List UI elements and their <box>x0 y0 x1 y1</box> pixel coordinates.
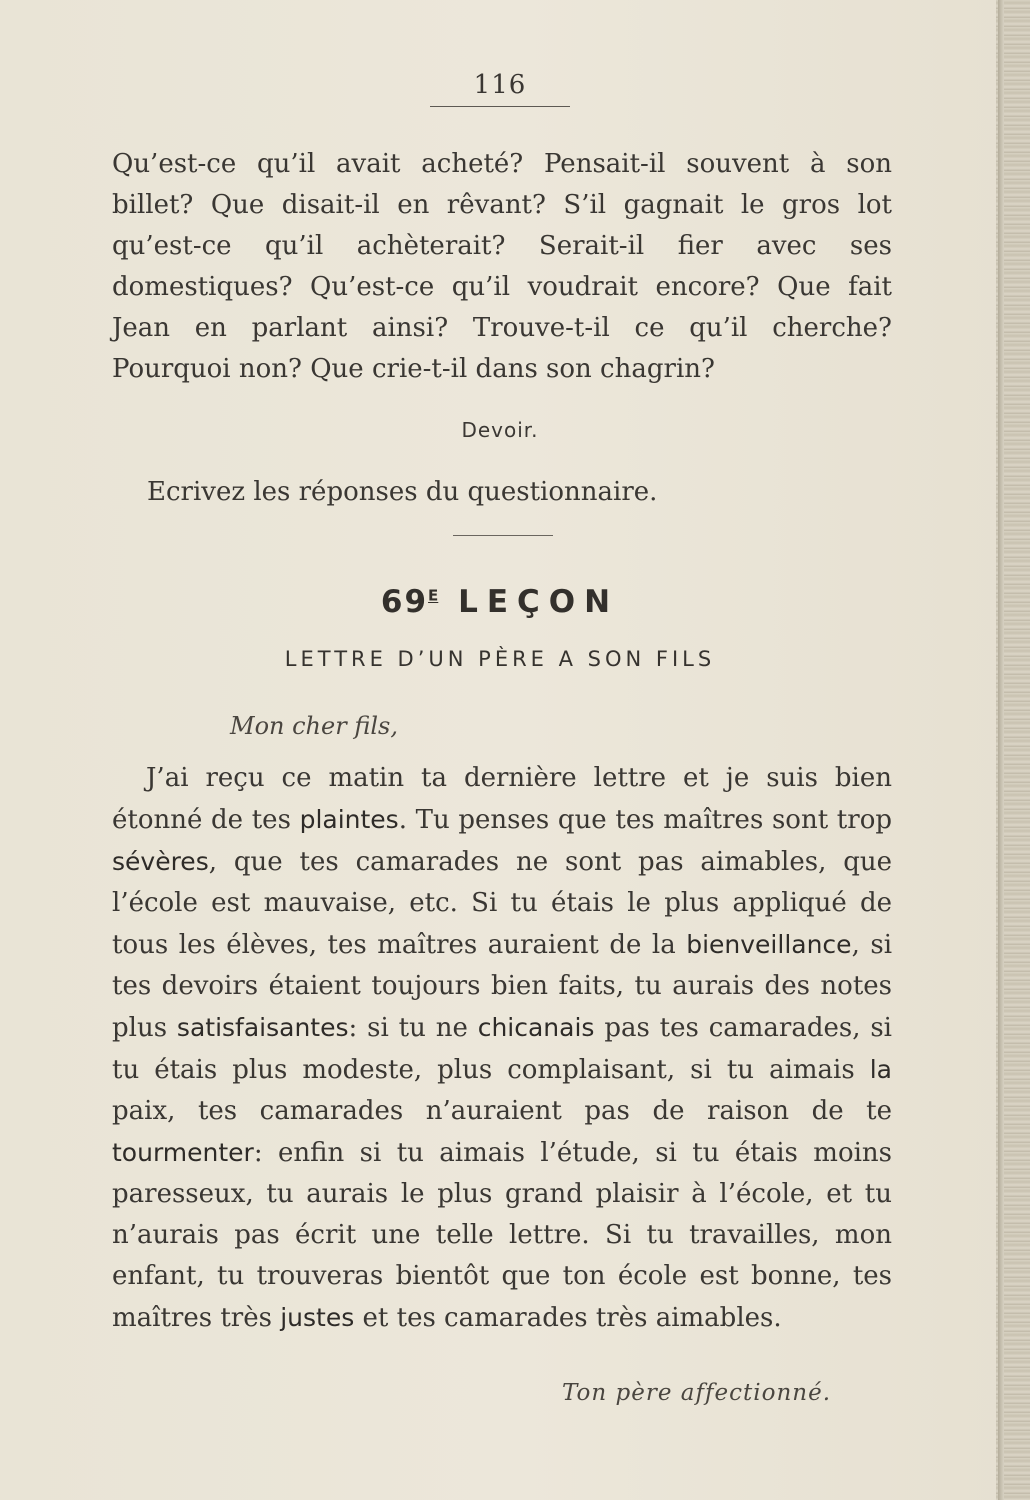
header-rule <box>430 106 570 107</box>
letter-text: , si tes devoirs étaient toujours bien faits, tu aurais des notes plus <box>112 930 893 1043</box>
letter-signature: Ton père affectionné. <box>562 1380 832 1406</box>
page-edge-shadow <box>998 0 1004 1500</box>
letter-body <box>112 758 892 1339</box>
letter-text: : si tu ne <box>348 1013 478 1043</box>
letter-salutation: Mon cher fils, <box>230 712 398 740</box>
questionnaire-text: Qu’est-ce qu’il avait acheté? Pensait-il souvent à son billet? Que disait-il en rêvant? S’il gagnait le gros lot qu’est-ce qu’il achèterait? Serait-il fier avec ses domestiques? Qu’est-ce qu’il voudrait encore? Que fait Jean en parlant ainsi? Trouve-t-il ce qu’il cherche? Pourquoi non? Que crie-t-il dans son chagrin? <box>112 149 892 384</box>
lesson-number-suffix: E <box>428 586 439 605</box>
lesson-number: 69 <box>380 584 429 620</box>
emphasized-word: chicanais <box>477 1013 595 1042</box>
lesson-subtitle: LETTRE D’UN PÈRE A SON FILS <box>284 647 716 671</box>
letter-text: : enfin si tu aimais l’étude, si tu étais moins paresseux, tu aurais le plus grand plaisir à l’école, et tu n’aurais pas écrit une telle lettre. Si tu travailles, mon enfant, tu trouveras bientôt que ton école est bonne, tes maîtres très <box>112 1138 892 1333</box>
lesson-word: LEÇON <box>458 584 620 620</box>
emphasized-word: sévères <box>112 847 209 876</box>
page-number: 116 <box>473 70 527 100</box>
letter-text: pas tes camarades, si tu étais plus modeste, plus complaisant, si tu aimais <box>112 1013 893 1085</box>
letter-text: , que tes camarades ne sont pas aimables, que l’école est mauvaise, etc. Si tu étais le plus appliqué de tous les élèves, tes maîtres auraient de la <box>112 847 892 960</box>
letter-text: . Tu penses que tes maîtres sont trop <box>398 805 892 835</box>
section-divider <box>453 535 553 536</box>
emphasized-word: justes <box>280 1303 355 1332</box>
emphasized-word: bienveillance <box>686 930 852 959</box>
emphasized-word: satisfaisantes <box>176 1013 349 1042</box>
letter-text: paix, tes camarades n’auraient pas de raison de te <box>112 1096 892 1126</box>
emphasized-word: plaintes <box>299 805 399 834</box>
letter-text: J’ai reçu ce matin ta dernière lettre et je suis bien étonné de tes <box>112 763 892 835</box>
lesson-title <box>0 584 1000 620</box>
letter-text: et tes camarades très aimables. <box>354 1303 782 1333</box>
devoir-instruction: Ecrivez les réponses du questionnaire. <box>147 477 658 507</box>
devoir-heading: Devoir. <box>461 418 539 442</box>
emphasized-word: tourmenter <box>112 1138 254 1167</box>
emphasized-word: la <box>869 1055 892 1084</box>
